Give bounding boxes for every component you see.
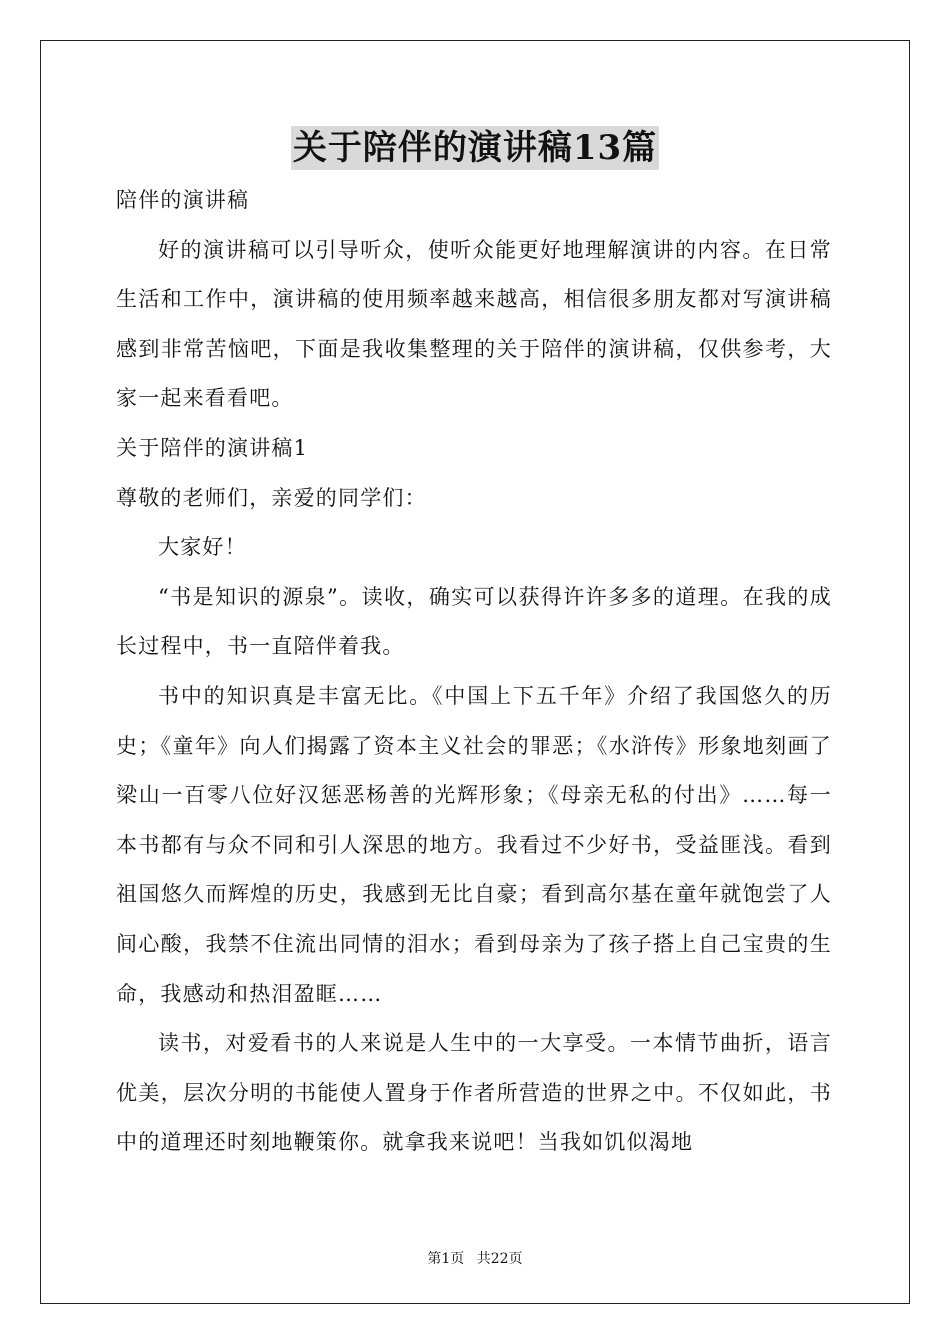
paragraph: 书中的知识真是丰富无比。《中国上下五千年》介绍了我国悠久的历史；《童年》向人们揭露了资本主义社会的罪恶；《水浒传》形象地刻画了梁山一百零八位好汉惩恶杨善的光辉形象；《母亲无私的付出》……每一本书都有与众不同和引人深思的地方。我看过不少好书，受益匪浅。看到祖国悠久而辉煌的历史，我感到无比自豪；看到高尔基在童年就饱尝了人间心酸，我禁不住流出同情的泪水；看到母亲为了孩子搭上自己宝贵的生命，我感动和热泪盈眶…… — [116, 683, 832, 1006]
page-total: 共22页 — [476, 1251, 523, 1267]
title-container — [0, 126, 950, 170]
paragraph: 好的演讲稿可以引导听众，使听众能更好地理解演讲的内容。在日常生活和工作中，演讲稿的使用频率越来越高，相信很多朋友都对写演讲稿感到非常苦恼吧，下面是我收集整理的关于陪伴的演讲稿，仅供参考，大家一起来看看吧。 — [116, 237, 832, 411]
paragraph: 读书，对爱看书的人来说是人生中的一大享受。一本情节曲折，语言优美，层次分明的书能使人置身于作者所营造的世界之中。不仅如此，书中的道理还时刻地鞭策你。就拿我来说吧！当我如饥似渴地 — [116, 1031, 832, 1155]
paragraph: 陪伴的演讲稿 — [116, 188, 250, 212]
page-number: 第1页 — [427, 1251, 465, 1267]
salutation: 尊敬的老师们，亲爱的同学们： — [116, 485, 427, 510]
document-body — [116, 176, 832, 1168]
section-heading: 关于陪伴的演讲稿1 — [116, 435, 309, 460]
page-footer — [0, 1248, 950, 1268]
paragraph: “书是知识的源泉”。读收，确实可以获得许许多多的道理。在我的成长过程中，书一直陪伴着我。 — [116, 584, 832, 659]
greeting: 大家好！ — [158, 535, 247, 560]
document-title: 关于陪伴的演讲稿13篇 — [292, 128, 658, 168]
